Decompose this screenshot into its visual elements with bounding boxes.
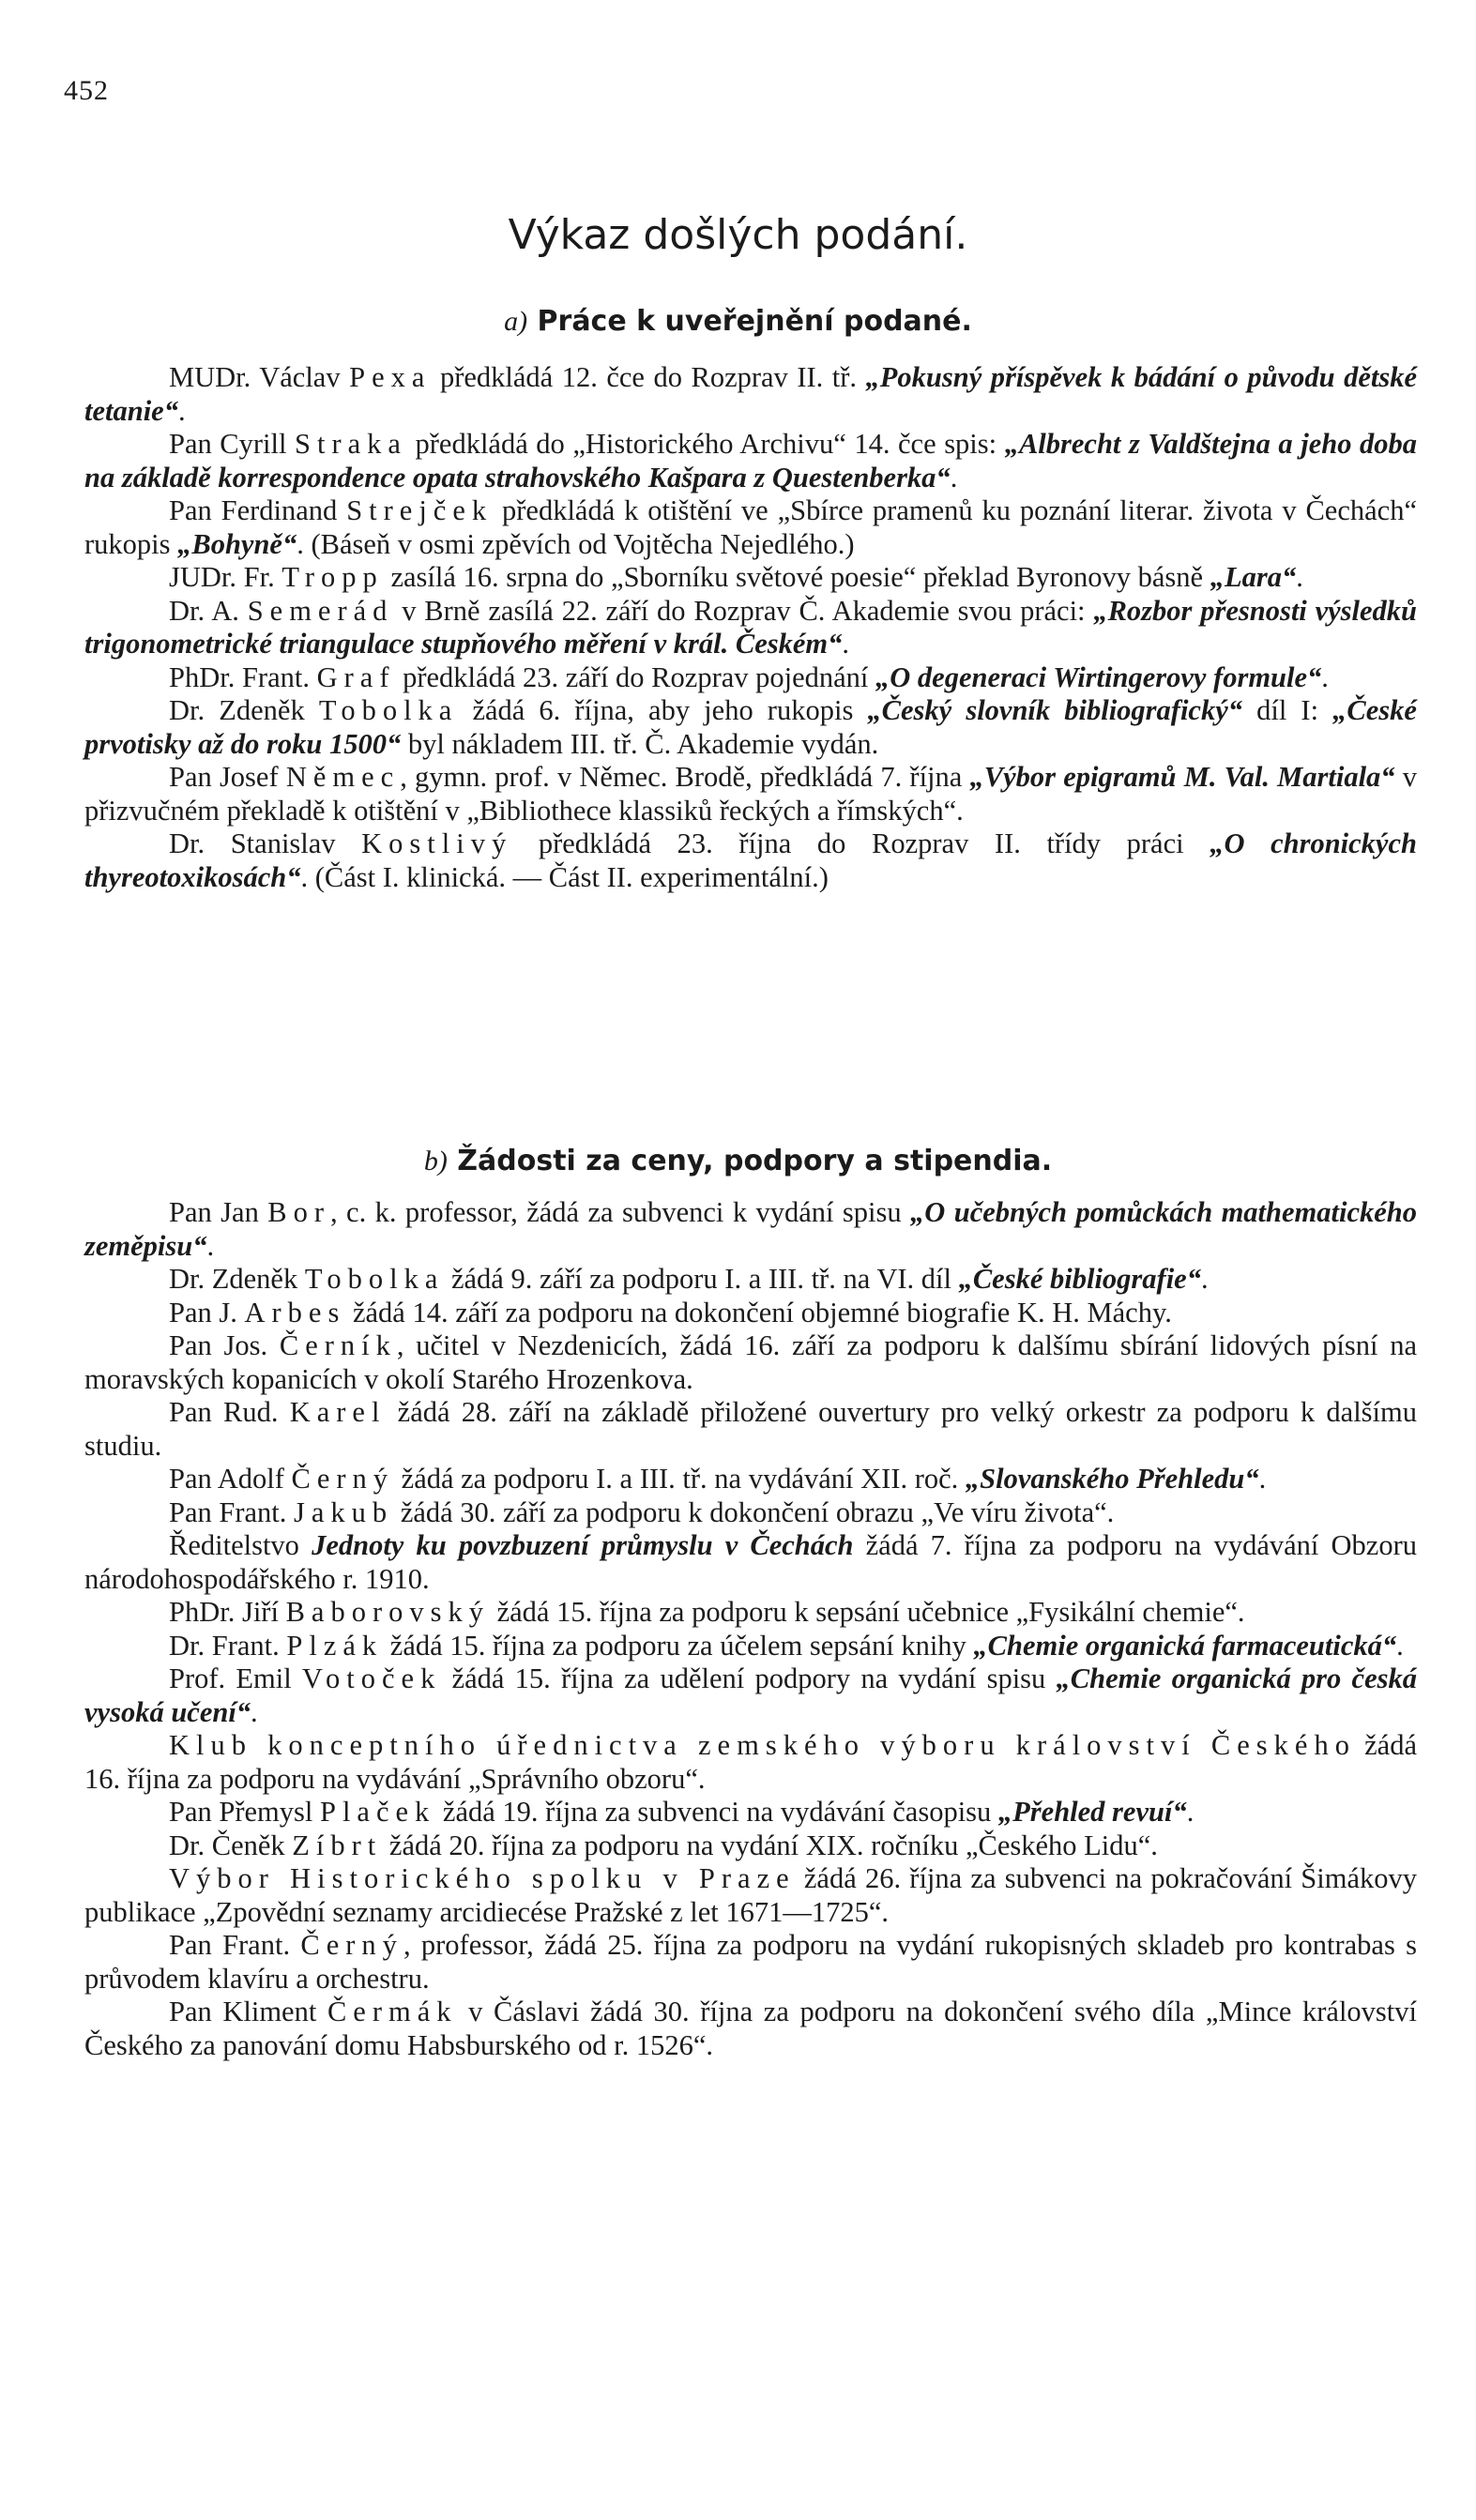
entry-text: Pan Kliment bbox=[169, 1996, 327, 2027]
entry-text: žádá 15. října za udělení podpory na vydání spisu bbox=[441, 1662, 1057, 1694]
entry-paragraph bbox=[84, 561, 1417, 595]
entry-text: Ředitelstvo bbox=[169, 1529, 312, 1561]
entry-paragraph bbox=[84, 1329, 1417, 1396]
entry-name-spaced: Zíbrt bbox=[292, 1829, 383, 1861]
entry-text: Pan Rud. bbox=[169, 1396, 290, 1428]
entry-title-italic: „O degeneraci Wirtingerovy formule“ bbox=[875, 660, 1322, 693]
entry-paragraph bbox=[84, 494, 1417, 561]
entry-name-spaced: Klub konceptního úřednictva zemského výboru království Českého bbox=[169, 1729, 1356, 1761]
entry-text: žádá 30. září za podporu k dokončení obrazu „Ve víru života“. bbox=[393, 1495, 1115, 1528]
entry-text: Dr. Zdeněk bbox=[169, 694, 319, 726]
entry-title-italic: „Chemie organická farmaceutická“ bbox=[973, 1629, 1397, 1662]
section-a-title: Práce k uveřejnění podané. bbox=[537, 305, 972, 338]
entry-text: žádá 26. října za subvenci na pokračování Šimákovy publikace „Zpovědní seznamy arcidiecése Pražské z let 1671—1725“. bbox=[84, 1862, 1417, 1928]
entry-paragraph bbox=[84, 361, 1417, 428]
entry-text: . (Část I. klinická. — Část II. experimentální.) bbox=[300, 860, 829, 893]
page-number: 452 bbox=[64, 75, 109, 106]
entry-name-spaced: Strejček bbox=[346, 494, 494, 526]
entry-text: Pan Ferdinand bbox=[169, 494, 347, 526]
entry-text: . bbox=[1296, 561, 1303, 593]
entry-text: . bbox=[251, 1695, 258, 1728]
entry-text: Dr. Zdeněk bbox=[169, 1263, 305, 1295]
entry-name-spaced: Baborovský bbox=[285, 1596, 490, 1628]
entry-text: žádá 14. září za podporu na dokončení objemné biografie K. H. Máchy. bbox=[345, 1296, 1172, 1328]
entry-name-spaced: Graf bbox=[316, 660, 396, 693]
entry-text: . bbox=[1200, 1263, 1209, 1295]
entry-name-spaced: Kostlivý bbox=[361, 827, 513, 859]
entry-title-italic: „Bohyně“ bbox=[177, 527, 297, 560]
entry-text: , c. k. professor, žádá za subvenci k vydání spisu bbox=[330, 1196, 911, 1228]
entry-paragraph bbox=[84, 1196, 1417, 1263]
entry-paragraph bbox=[84, 595, 1417, 661]
entry-title-italic: „Výbor epigramů M. Val. Martiala“ bbox=[969, 761, 1395, 793]
entry-title-italic: „O chronických thyreotoxikosách“ bbox=[84, 827, 1417, 893]
entry-title-italic: „České bibliografie“ bbox=[958, 1263, 1201, 1295]
entry-text: žádá za podporu I. a III. tř. na vydávání XII. roč. bbox=[394, 1463, 966, 1495]
entry-paragraph bbox=[84, 1729, 1417, 1796]
entry-text: zasílá 16. srpna do „Sborníku světové poesie“ překlad Byronovy básně bbox=[383, 561, 1210, 593]
entry-text: PhDr. Jiří bbox=[169, 1596, 286, 1628]
entry-paragraph bbox=[84, 1496, 1417, 1530]
entry-name-spaced: Straka bbox=[295, 428, 407, 460]
entry-text: Dr. Čeněk bbox=[169, 1829, 293, 1861]
entry-name-spaced: Bor bbox=[267, 1196, 330, 1228]
entry-text: Pan Jan bbox=[169, 1196, 268, 1228]
entry-text: žádá 28. září na základě přiložené ouvertury pro velký orkestr za podporu k dalšímu studiu. bbox=[84, 1396, 1417, 1462]
entry-text: MUDr. Václav bbox=[169, 361, 350, 393]
entry-name-spaced: Arbes bbox=[244, 1296, 346, 1328]
entry-title-italic: „Český slovník bibliografický“ bbox=[867, 694, 1242, 726]
entry-text: žádá 6. října, aby jeho rukopis bbox=[458, 694, 868, 726]
entry-name-spaced: Němec bbox=[285, 761, 401, 793]
entry-name-spaced: Semerád bbox=[247, 594, 394, 627]
entry-name-spaced: Jakub bbox=[294, 1495, 394, 1528]
entry-title-italic: „Lara“ bbox=[1210, 561, 1297, 593]
entry-title-italic: „Chemie organická pro česká vysoká učení“ bbox=[84, 1662, 1417, 1728]
entry-name-spaced: Karel bbox=[289, 1396, 387, 1428]
entry-title-italic: „Rozbor přesnosti výsledků trigonometrické triangulace stupňového měření v král. Českém“ bbox=[84, 594, 1418, 660]
entry-name-spaced: Černý bbox=[300, 1929, 403, 1961]
section-a-entries bbox=[84, 361, 1417, 894]
section-b-letter: b) bbox=[423, 1146, 448, 1177]
entry-text: díl I: bbox=[1242, 694, 1333, 726]
entry-text: žádá 19. října za subvenci na vydávání časopisu bbox=[435, 1796, 998, 1828]
entry-paragraph bbox=[84, 1263, 1417, 1297]
section-b-entries bbox=[84, 1196, 1417, 2062]
entry-text: JUDr. Fr. bbox=[169, 561, 282, 593]
entry-text: . bbox=[950, 461, 958, 493]
entry-text: v přizvučném překladě k otištění v „Bibliothece klassiků řeckých a římských“. bbox=[84, 761, 1418, 827]
entry-text: . bbox=[1186, 1796, 1194, 1828]
entry-paragraph bbox=[84, 428, 1417, 494]
entry-text: žádá 16. října za podporu na vydávání „Správního obzoru“. bbox=[84, 1729, 1417, 1795]
entry-name-spaced: Výbor Historického spolku v Praze bbox=[169, 1862, 796, 1894]
entry-text: byl nákladem III. tř. Č. Akademie vydán. bbox=[401, 727, 879, 760]
entry-text: Dr. Stanislav bbox=[169, 827, 362, 859]
entry-text: předkládá 12. čce do Rozprav II. tř. bbox=[431, 361, 866, 393]
entry-text: Dr. A. bbox=[169, 594, 248, 627]
entry-text: . bbox=[842, 628, 850, 660]
entry-text: Dr. Frant. bbox=[169, 1629, 287, 1662]
entry-title-italic: „Přehled revuí“ bbox=[997, 1796, 1187, 1828]
entry-text: Pan Jos. bbox=[169, 1329, 280, 1361]
section-a-letter: a) bbox=[504, 306, 528, 337]
entry-paragraph bbox=[84, 827, 1417, 894]
entry-paragraph bbox=[84, 661, 1417, 695]
entry-text: předkládá 23. října do Rozprav II. třídy práci bbox=[512, 827, 1210, 859]
entry-text: . bbox=[1258, 1463, 1267, 1495]
entry-text: Pan Frant. bbox=[169, 1929, 301, 1961]
entry-text: . bbox=[1321, 660, 1329, 693]
entry-text: , gymn. prof. v Němec. Brodě, předkládá 7. října bbox=[400, 761, 970, 793]
entry-text: Prof. Emil bbox=[169, 1662, 302, 1694]
entry-text: předkládá 23. září do Rozprav pojednání bbox=[395, 660, 876, 693]
entry-text: žádá 15. října za podporu k sepsání učebnice „Fysikální chemie“. bbox=[489, 1596, 1245, 1628]
entry-title-italic: „Albrecht z Valdštejna a jeho doba na základě korrespondence opata strahovského Kašpara z Questenberka“ bbox=[84, 428, 1417, 493]
entry-paragraph bbox=[84, 1529, 1417, 1596]
entry-text: Pan Josef bbox=[169, 761, 286, 793]
entry-paragraph bbox=[84, 1829, 1417, 1863]
entry-title-italic: „České prvotisky až do roku 1500“ bbox=[84, 694, 1417, 760]
entry-paragraph bbox=[84, 1662, 1417, 1729]
entry-title-italic: „Slovanského Přehledu“ bbox=[965, 1463, 1259, 1495]
entry-name-spaced: Plzák bbox=[286, 1629, 384, 1662]
entry-text: v Čáslavi žádá 30. října za podporu na dokončení svého díla „Mince království Českého za panování domu Habsburského od r. 1526“. bbox=[84, 1996, 1417, 2061]
entry-text: žádá 7. října za podporu na vydávání Obzoru národohospodářského r. 1910. bbox=[84, 1529, 1418, 1595]
entry-text: žádá 9. září za podporu I. a III. tř. na VI. díl bbox=[444, 1263, 959, 1295]
entry-text: , učitel v Nezdenicích, žádá 16. září za podporu k dalšímu sbírání lidových písní na moravských kopanicích v okolí Starého Hrozenkova. bbox=[84, 1329, 1417, 1395]
entry-paragraph bbox=[84, 761, 1417, 827]
entry-text: Pan Přemysl bbox=[169, 1796, 320, 1828]
entry-text: předkládá do „Historického Archivu“ 14. čce spis: bbox=[406, 428, 1005, 460]
entry-name-spaced: Tropp bbox=[282, 561, 384, 593]
page-title: Výkaz došlých podání. bbox=[508, 211, 968, 259]
entry-paragraph bbox=[84, 1796, 1417, 1829]
entry-text: v Brně zasílá 22. září do Rozprav Č. Akademie svou práci: bbox=[393, 594, 1094, 627]
entry-paragraph bbox=[84, 1996, 1417, 2062]
entry-paragraph bbox=[84, 1463, 1417, 1496]
entry-paragraph bbox=[84, 1862, 1417, 1929]
entry-name-spaced: Tobolka bbox=[318, 694, 459, 726]
entry-paragraph bbox=[84, 1596, 1417, 1630]
entry-text: . (Báseň v osmi zpěvích od Vojtěcha Nejedlého.) bbox=[297, 527, 855, 560]
entry-title-italic: Jednoty ku povzbuzení průmyslu v Čechách bbox=[312, 1529, 854, 1561]
entry-name-spaced: Votoček bbox=[301, 1662, 442, 1694]
section-b-title: Žádosti za ceny, podpory a stipendia. bbox=[457, 1145, 1053, 1177]
entry-text: . bbox=[1396, 1629, 1404, 1662]
entry-text: . bbox=[206, 1229, 215, 1262]
section-a-heading bbox=[0, 305, 1476, 338]
entry-title-italic: „Pokusný příspěvek k bádání o původu dětské tetanie“ bbox=[84, 361, 1417, 427]
entry-text: . bbox=[177, 394, 186, 427]
entry-title-italic: „O učebných pomůckách mathematického zeměpisu“ bbox=[84, 1196, 1417, 1262]
entry-text: Pan Adolf bbox=[169, 1463, 292, 1495]
entry-text: žádá 20. října za podporu na vydání XIX. ročníku „Českého Lidu“. bbox=[382, 1829, 1158, 1861]
section-b-heading bbox=[0, 1145, 1476, 1177]
entry-text: Pan J. bbox=[169, 1296, 245, 1328]
entry-name-spaced: Čermák bbox=[327, 1996, 458, 2027]
entry-name-spaced: Pexa bbox=[349, 361, 432, 393]
entry-text: předkládá k otištění ve „Sbírce pramenů ku poznání literar. života v Čechách“ rukopis bbox=[84, 494, 1417, 560]
entry-text: Pan Frant. bbox=[169, 1495, 295, 1528]
entry-name-spaced: Černík bbox=[279, 1329, 397, 1361]
entry-paragraph bbox=[84, 1929, 1417, 1996]
entry-name-spaced: Plaček bbox=[319, 1796, 436, 1828]
entry-text: PhDr. Frant. bbox=[169, 660, 317, 693]
entry-paragraph bbox=[84, 1396, 1417, 1463]
entry-text: , professor, žádá 25. října za podporu na vydání rukopisných skladeb pro kontrabas s průvodem klavíru a orchestru. bbox=[84, 1929, 1417, 1995]
entry-name-spaced: Černý bbox=[291, 1463, 395, 1495]
entry-paragraph bbox=[84, 1297, 1417, 1330]
entry-paragraph bbox=[84, 694, 1417, 761]
entry-paragraph bbox=[84, 1630, 1417, 1663]
entry-text: Pan Cyrill bbox=[169, 428, 296, 460]
entry-name-spaced: Tobolka bbox=[304, 1263, 445, 1295]
entry-text: žádá 15. října za podporu za účelem sepsání knihy bbox=[383, 1629, 974, 1662]
